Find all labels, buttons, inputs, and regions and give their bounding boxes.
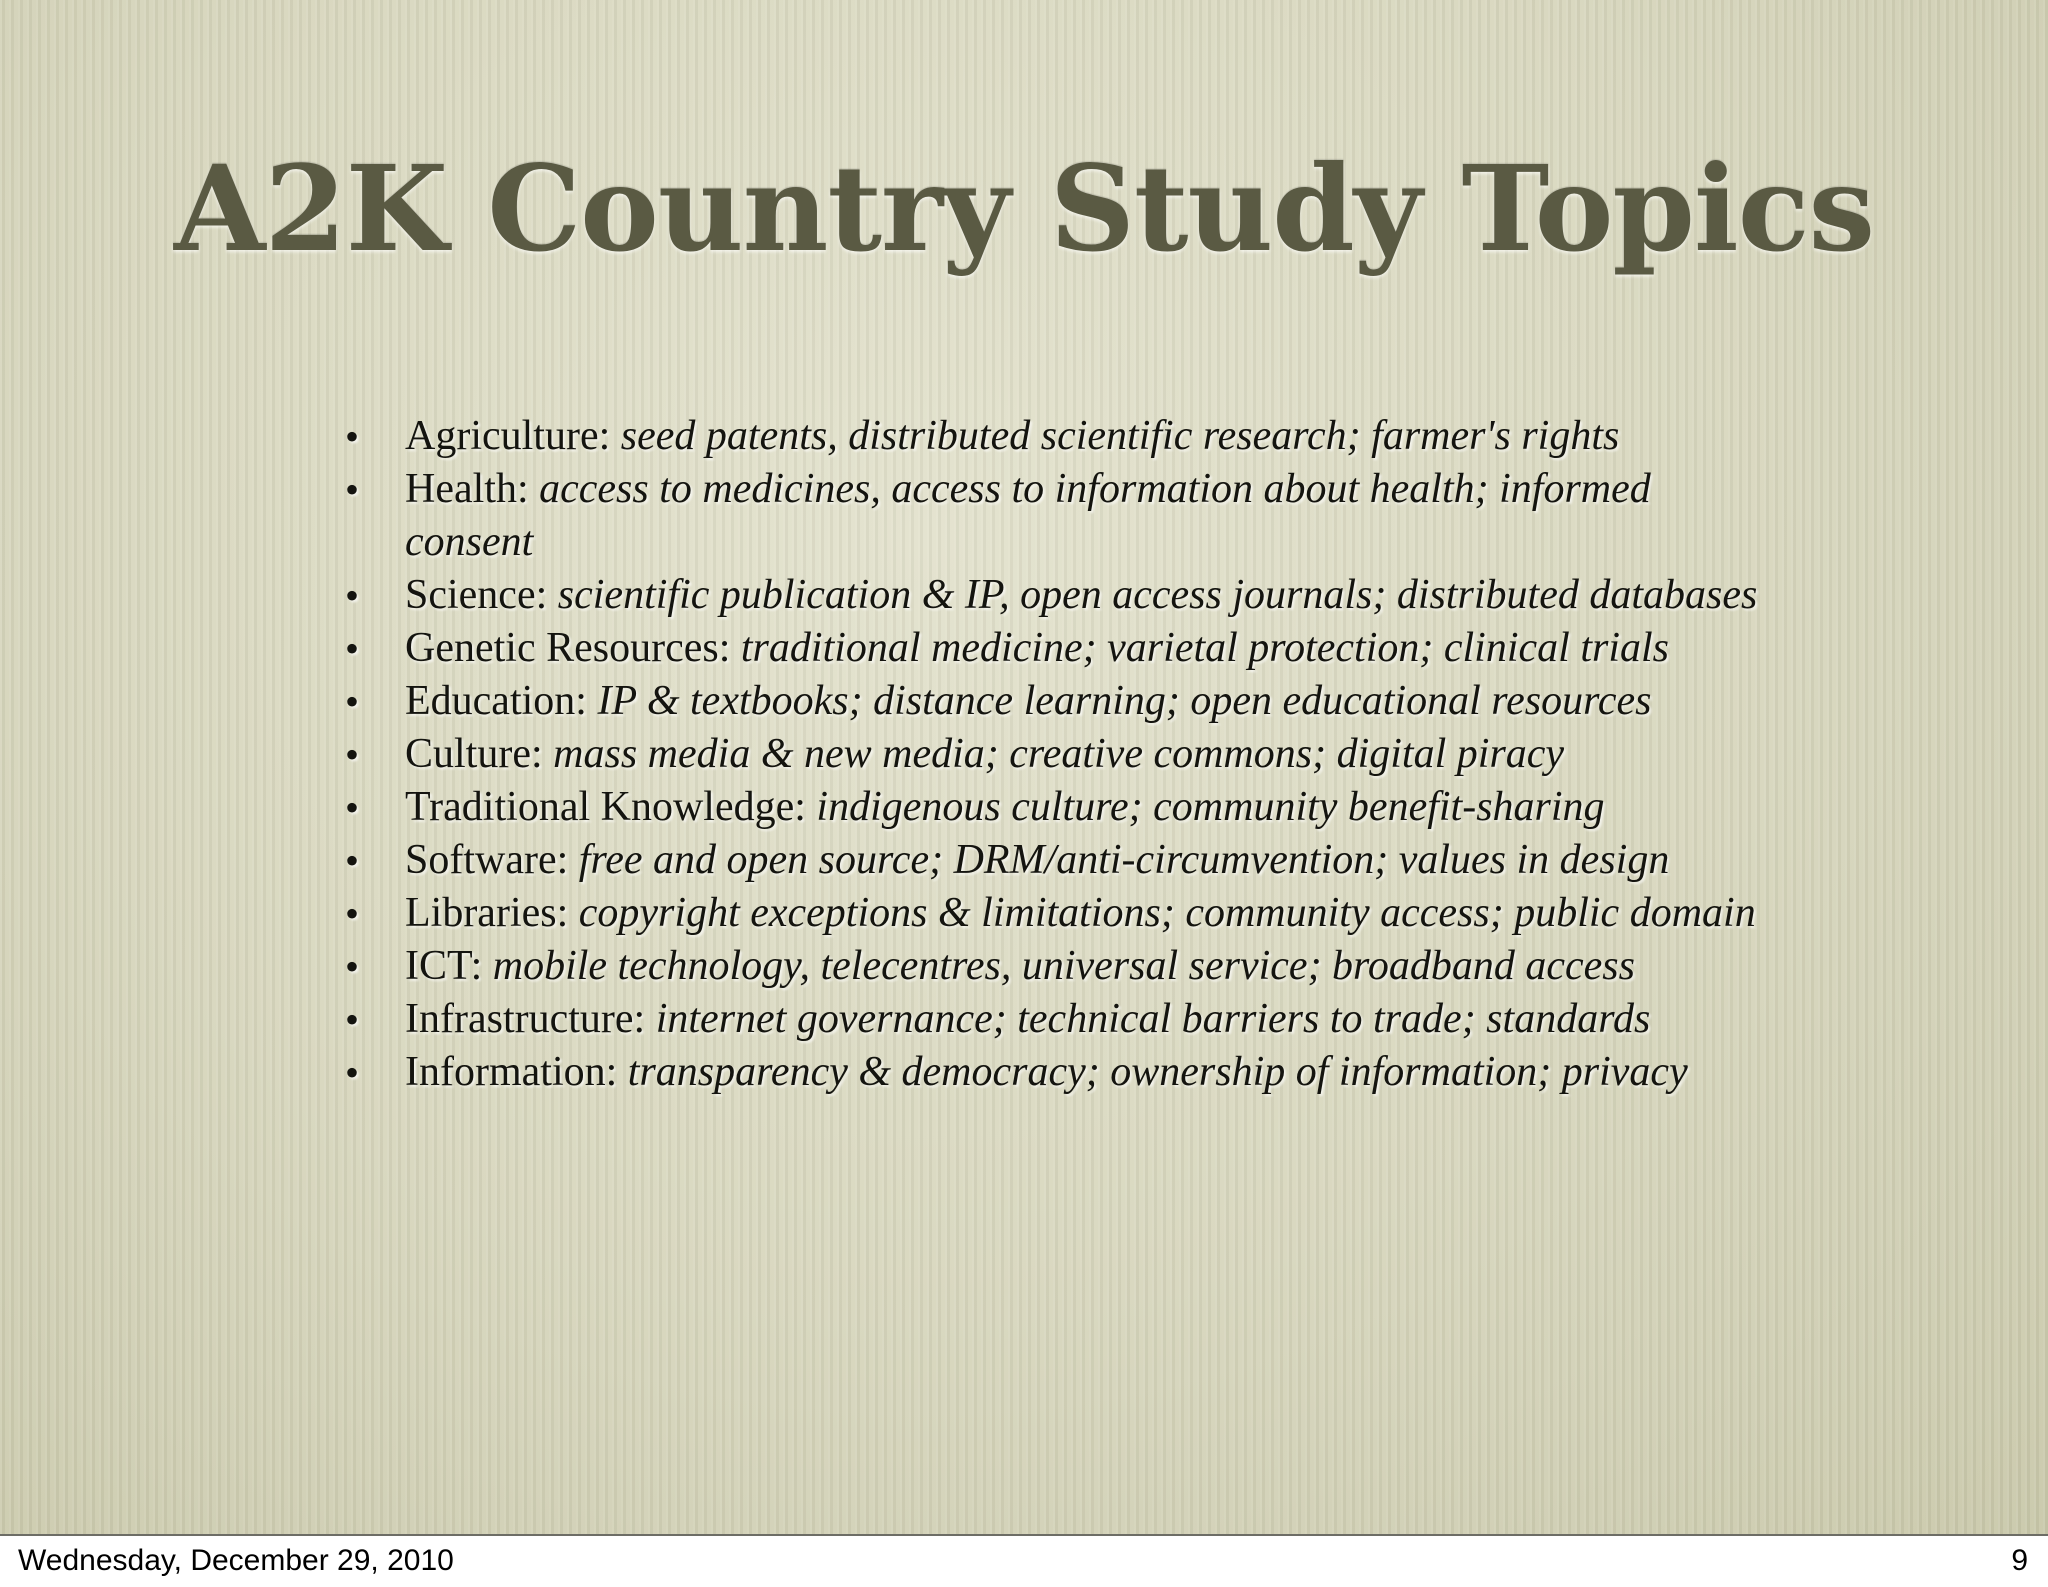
- bullet-icon: •: [345, 891, 360, 936]
- slide-title: A2K Country Study Topics: [173, 139, 1875, 278]
- bullet-icon: •: [345, 626, 360, 671]
- topic-details: internet governance; technical barriers to trade; standards: [655, 996, 1651, 1042]
- topic-label: Agriculture:: [405, 413, 621, 459]
- topic-label: Infrastructure:: [405, 996, 656, 1042]
- topic-details: IP & textbooks; distance learning; open educational resources: [597, 678, 1652, 724]
- topic-details: mass media & new media; creative commons; digital piracy: [553, 731, 1565, 777]
- footer-date: Wednesday, December 29, 2010: [18, 1544, 454, 1577]
- topic-item: [345, 940, 1775, 993]
- topic-details: access to medicines, access to information about health; informed consent: [405, 466, 1651, 565]
- topic-details: transparency & democracy; ownership of information; privacy: [627, 1049, 1688, 1095]
- bullet-icon: •: [345, 732, 360, 777]
- bullet-icon: •: [345, 1050, 360, 1095]
- topic-label: ICT:: [405, 943, 493, 989]
- topic-item: [345, 728, 1775, 781]
- topic-label: Genetic Resources:: [405, 625, 741, 671]
- bullet-icon: •: [345, 944, 360, 989]
- print-footer: [0, 1536, 2048, 1587]
- topic-item: [345, 1046, 1775, 1099]
- bullet-icon: •: [345, 679, 360, 724]
- bullet-icon: •: [345, 414, 360, 459]
- topic-item: [345, 622, 1775, 675]
- bullet-icon: •: [345, 785, 360, 830]
- topic-item: [345, 410, 1775, 463]
- topic-label: Libraries:: [405, 890, 579, 936]
- topic-details: copyright exceptions & limitations; community access; public domain: [578, 890, 1756, 936]
- topic-label: Traditional Knowledge:: [405, 784, 817, 830]
- topic-label: Information:: [405, 1049, 628, 1095]
- bullet-icon: •: [345, 838, 360, 883]
- topic-item: [345, 887, 1775, 940]
- page-number: 9: [2011, 1544, 2028, 1577]
- topic-item: [345, 993, 1775, 1046]
- topic-details: indigenous culture; community benefit-sharing: [816, 784, 1605, 830]
- topic-details: traditional medicine; varietal protection; clinical trials: [740, 625, 1670, 671]
- topic-details: seed patents, distributed scientific research; farmer's rights: [620, 413, 1620, 459]
- topic-item: [345, 463, 1775, 569]
- topic-list: [345, 410, 1775, 1099]
- topic-label: Software:: [405, 837, 579, 883]
- topic-label: Education:: [405, 678, 598, 724]
- topic-item: [345, 781, 1775, 834]
- bullet-icon: •: [345, 997, 360, 1042]
- bullet-icon: •: [345, 467, 360, 512]
- topic-details: scientific publication & IP, open access journals; distributed databases: [557, 572, 1758, 618]
- topic-details: mobile technology, telecentres, universal service; broadband access: [492, 943, 1635, 989]
- bullet-icon: •: [345, 573, 360, 618]
- topic-details: free and open source; DRM/anti-circumvention; values in design: [578, 837, 1670, 883]
- topic-item: [345, 569, 1775, 622]
- topic-item: [345, 675, 1775, 728]
- topic-label: Science:: [405, 572, 558, 618]
- topic-item: [345, 834, 1775, 887]
- topic-label: Culture:: [405, 731, 554, 777]
- topic-label: Health:: [405, 466, 540, 512]
